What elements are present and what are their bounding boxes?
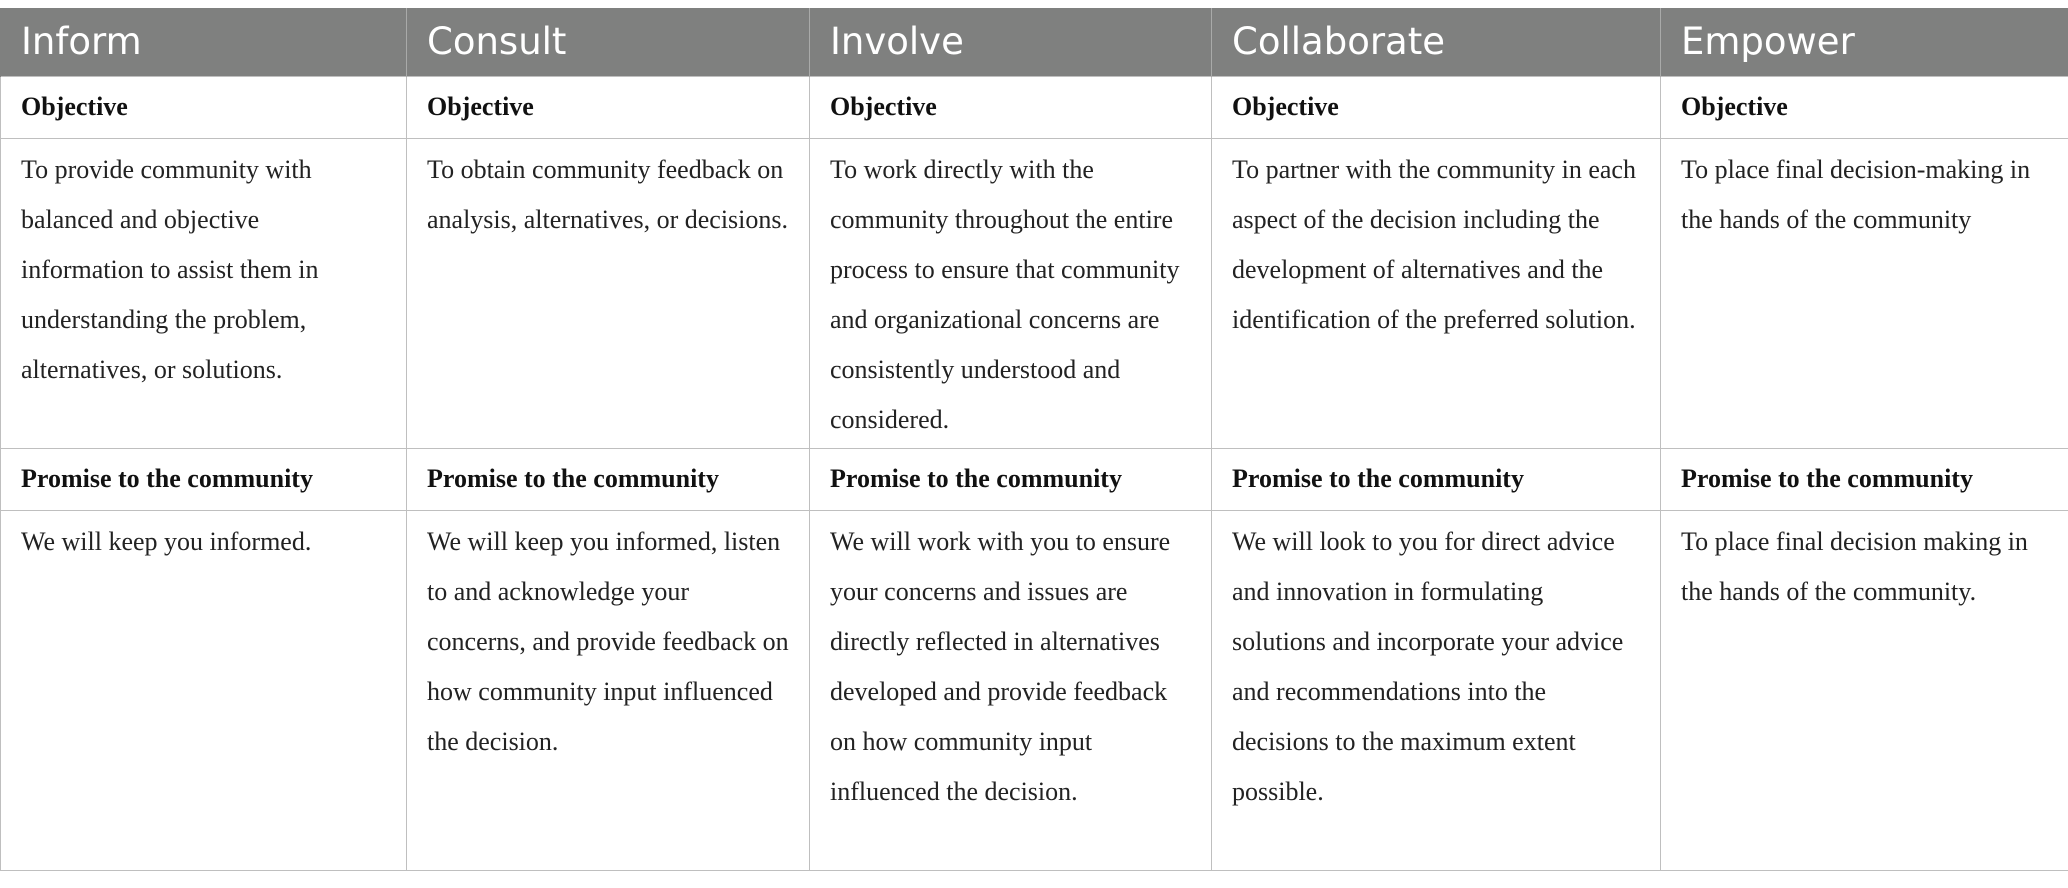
promise-label-collaborate: Promise to the community xyxy=(1212,448,1661,510)
objective-row xyxy=(1,138,2068,448)
engagement-spectrum-table-container xyxy=(0,8,2068,871)
engagement-spectrum-table xyxy=(0,8,2068,871)
objective-consult: To obtain community feedback on analysis, alternatives, or decisions. xyxy=(407,138,810,448)
objective-label-empower: Objective xyxy=(1661,76,2068,138)
promise-label-empower: Promise to the community xyxy=(1661,448,2068,510)
header-row xyxy=(1,8,2068,76)
promise-inform: We will keep you informed. xyxy=(1,510,407,870)
promise-label-consult: Promise to the community xyxy=(407,448,810,510)
header-collaborate: Collaborate xyxy=(1212,8,1661,76)
promise-row xyxy=(1,510,2068,870)
objective-label-collaborate: Objective xyxy=(1212,76,1661,138)
objective-label-involve: Objective xyxy=(810,76,1212,138)
objective-collaborate: To partner with the community in each aspect of the decision including the development of alternatives and the identification of the preferred solution. xyxy=(1212,138,1661,448)
header-involve: Involve xyxy=(810,8,1212,76)
objective-label-consult: Objective xyxy=(407,76,810,138)
promise-label-involve: Promise to the community xyxy=(810,448,1212,510)
promise-involve: We will work with you to ensure your concerns and issues are directly reflected in alternatives developed and provide feedback on how community input influenced the decision. xyxy=(810,510,1212,870)
promise-collaborate: We will look to you for direct advice and innovation in formulating solutions and incorporate your advice and recommendations into the decisions to the maximum extent possible. xyxy=(1212,510,1661,870)
objective-label-row xyxy=(1,76,2068,138)
objective-involve: To work directly with the community throughout the entire process to ensure that community and organizational concerns are consistently understood and considered. xyxy=(810,138,1212,448)
header-empower: Empower xyxy=(1661,8,2068,76)
promise-consult: We will keep you informed, listen to and acknowledge your concerns, and provide feedback on how community input influenced the decision. xyxy=(407,510,810,870)
promise-empower: To place final decision making in the hands of the community. xyxy=(1661,510,2068,870)
objective-label-inform: Objective xyxy=(1,76,407,138)
promise-label-inform: Promise to the community xyxy=(1,448,407,510)
promise-label-row xyxy=(1,448,2068,510)
header-consult: Consult xyxy=(407,8,810,76)
objective-inform: To provide community with balanced and objective information to assist them in understanding the problem, alternatives, or solutions. xyxy=(1,138,407,448)
header-inform: Inform xyxy=(1,8,407,76)
objective-empower: To place final decision-making in the hands of the community xyxy=(1661,138,2068,448)
